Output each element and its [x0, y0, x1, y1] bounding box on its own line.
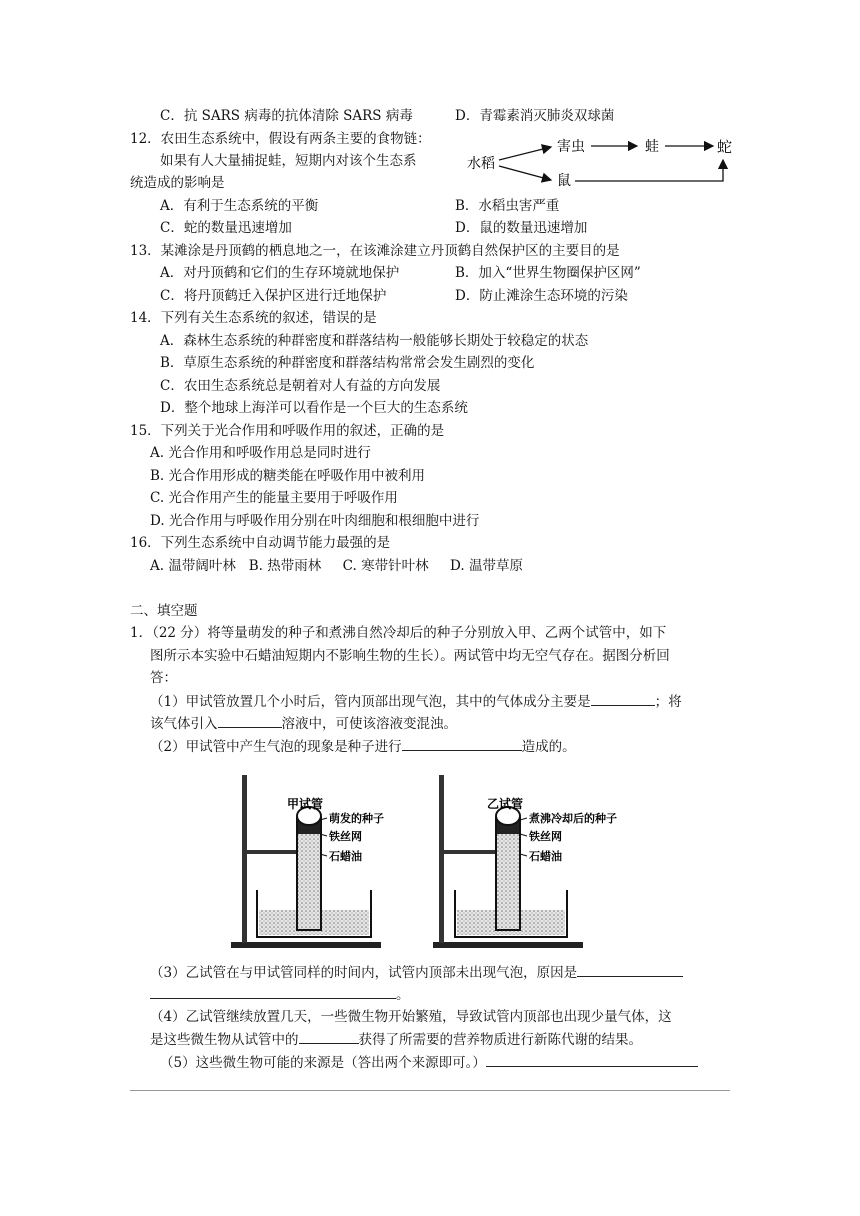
tube-b-oil-label: 石蜡油 [529, 850, 562, 863]
part2-blank[interactable] [402, 737, 522, 751]
q15-option-d: D. 光合作用与呼吸作用分别在叶肉细胞和根细胞中进行 [150, 513, 480, 529]
q14-option-c: C．农田生态系统总是朝着对人有益的方向发展 [160, 378, 441, 394]
stand-b-rod [439, 775, 444, 943]
tube-a-mesh-label: 铁丝网 [329, 830, 362, 843]
footer-divider [130, 1090, 730, 1091]
node-pest: 害虫 [557, 139, 585, 155]
q15-option-a: A. 光合作用和呼吸作用总是同时进行 [150, 445, 371, 461]
fill-q1-part3-line2 [150, 985, 410, 1004]
tube-b-body [496, 818, 520, 930]
q14-option-d: D．整个地球上海洋可以看作是一个巨大的生态系统 [160, 400, 468, 416]
part2-text-b: 造成的。 [521, 739, 576, 755]
part2-text-a: （2）甲试管中产生气泡的现象是种子进行 [150, 739, 402, 755]
tube-b-title: 乙试管 [487, 797, 524, 811]
part1-blank-gas[interactable] [591, 692, 655, 706]
stand-a-base [231, 942, 381, 948]
branch-line-lower [499, 166, 551, 180]
section2-title: 二、填空题 [130, 603, 198, 619]
tube-a-title: 甲试管 [287, 797, 324, 811]
q12-option-a: A．有利于生态系统的平衡 [160, 198, 319, 214]
q15-option-b: B. 光合作用形成的糖类能在呼吸作用中被利用 [150, 468, 426, 484]
stand-b-base [433, 942, 583, 948]
part3-end: 。 [396, 987, 410, 1003]
part1-text-c: 该气体引入 [150, 716, 218, 732]
q13-stem: 13．某滩涂是丹顶鹤的栖息地之一，在该滩涂建立丹顶鹤自然保护区的主要目的是 [130, 243, 620, 259]
tube-a-body [297, 818, 321, 930]
node-mouse: 鼠 [557, 173, 571, 189]
fill-q1-part3-line1 [150, 963, 683, 982]
test-tube-figure [225, 770, 635, 955]
branch-line-upper [499, 147, 551, 160]
fill-q1-part4-line1: （4）乙试管继续放置几天，一些微生物开始繁殖，导致试管内顶部也出现少量气体，这 [150, 1009, 672, 1025]
q15-stem: 15．下列关于光合作用和呼吸作用的叙述，正确的是 [130, 423, 445, 439]
fill-q1-part5 [160, 1053, 698, 1072]
leader-b-mesh [520, 834, 527, 836]
part3-blank-a[interactable] [577, 963, 683, 977]
q14-option-a: A．森林生态系统的种群密度和群落结构一般能够长期处于较稳定的状态 [160, 333, 589, 349]
q14-stem: 14．下列有关生态系统的叙述，错误的是 [130, 310, 377, 326]
tube-b-apparatus [433, 775, 617, 948]
q12-option-c: C．蛇的数量迅速增加 [160, 220, 292, 236]
q12-stem-line2: 如果有人大量捕捉蛙，短期内对该个生态系 [160, 153, 417, 169]
q16-options: A. 温带阔叶林 B. 热带雨林 C. 寒带针叶林 D. 温带草原 [150, 558, 523, 574]
q15-option-c: C. 光合作用产生的能量主要用于呼吸作用 [150, 490, 398, 506]
part1-text-a: （1）甲试管放置几个小时后，管内顶部出现气泡，其中的气体成分主要是 [150, 694, 591, 710]
part4-blank[interactable] [299, 1030, 359, 1044]
part4-text-b: 是这些微生物从试管中的 [150, 1032, 299, 1048]
part5-blank[interactable] [486, 1053, 698, 1067]
q13-option-c: C．将丹顶鹤迁入保护区进行迁地保护 [160, 288, 387, 304]
tube-a-oil-label: 石蜡油 [329, 850, 362, 863]
part1-blank-solution[interactable] [218, 714, 282, 728]
fill-q1-part4-line2 [150, 1030, 642, 1049]
part5-text-a: （5）这些微生物可能的来源是（答出两个来源即可。） [160, 1055, 486, 1071]
tube-b-mesh-label: 铁丝网 [529, 830, 562, 843]
node-rice: 水稻 [467, 156, 495, 172]
tube-a-seed-label: 萌发的种子 [329, 812, 384, 825]
q12-stem-line3: 统造成的影响是 [130, 175, 225, 191]
q12-stem-line1: 12．农田生态系统中，假设有两条主要的食物链： [130, 131, 431, 147]
part3-blank-b[interactable] [150, 985, 396, 999]
part4-text-c: 获得了所需要的营养物质进行新陈代谢的结果。 [358, 1032, 642, 1048]
part1-text-d: 溶液中，可使该溶液变混浊。 [281, 716, 457, 732]
q13-option-a: A．对丹顶鹤和它们的生存环境就地保护 [160, 265, 400, 281]
leader-b-seed [520, 818, 527, 820]
q13-option-b: B．加入“世界生物圈保护区网” [455, 265, 641, 281]
q11-option-d: D．青霉素消灭肺炎双球菌 [455, 108, 615, 124]
tube-b-seed-label: 煮沸冷却后的种子 [529, 812, 617, 825]
stand-a-rod [242, 775, 247, 943]
part1-text-b: ；将 [654, 694, 682, 710]
food-chain-diagram [465, 130, 745, 195]
fill-q1-part1-line2 [150, 714, 457, 733]
fill-q1-part2 [150, 737, 576, 756]
q12-option-d: D．鼠的数量迅速增加 [455, 220, 588, 236]
fill-q1-line1: 1．（22 分）将等量萌发的种子和煮沸自然冷却后的种子分别放入甲、乙两个试管中，如下 [130, 625, 667, 641]
q14-option-b: B．草原生态系统的种群密度和群落结构常常会发生剧烈的变化 [160, 355, 535, 371]
fill-q1-line2: 图所示本实验中石蜡油短期内不影响生物的生长）。两试管中均无空气存在。据图分析回 [150, 648, 670, 664]
node-snake: 蛇 [717, 138, 733, 156]
q16-stem: 16．下列生态系统中自动调节能力最强的是 [130, 535, 391, 551]
fill-q1-line3: 答： [150, 670, 177, 686]
node-frog: 蛙 [645, 139, 659, 155]
q12-option-b: B．水稻虫害严重 [455, 198, 560, 214]
leader-b-oil [520, 854, 527, 856]
part3-text-a: （3）乙试管在与甲试管同样的时间内，试管内顶部未出现气泡，原因是 [150, 965, 578, 981]
fill-q1-part1-line1 [150, 692, 682, 711]
tube-a-apparatus [231, 775, 384, 948]
arrow-mouse-snake [575, 160, 723, 181]
q13-option-d: D．防止滩涂生态环境的污染 [455, 288, 628, 304]
q11-option-c: C．抗 SARS 病毒的抗体清除 SARS 病毒 [160, 108, 413, 124]
